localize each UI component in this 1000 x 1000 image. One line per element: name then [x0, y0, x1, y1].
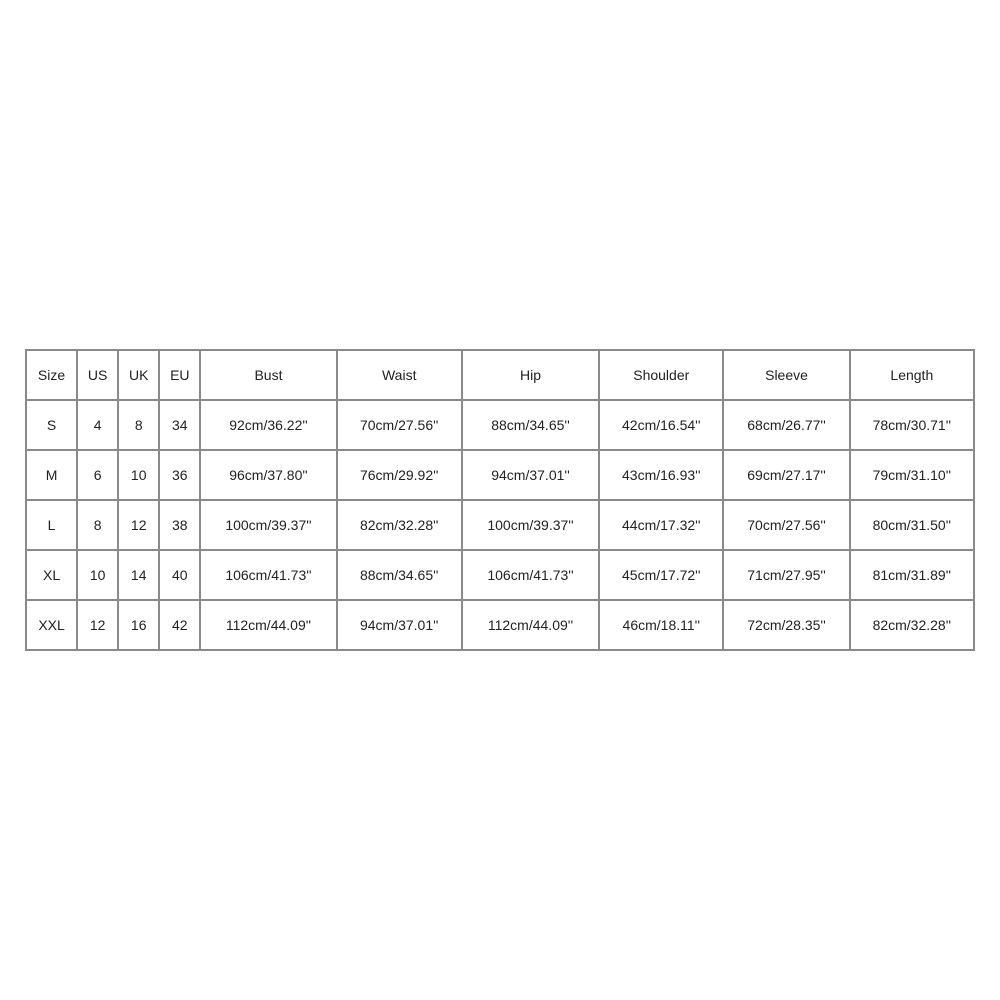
cell-length: 80cm/31.50'': [851, 501, 975, 551]
table-row: [27, 501, 975, 551]
cell-us: 10: [78, 551, 119, 601]
header-sleeve: Sleeve: [724, 351, 850, 401]
cell-length: 78cm/30.71'': [851, 401, 975, 451]
cell-shoulder: 43cm/16.93'': [600, 451, 724, 501]
cell-eu: 36: [160, 451, 201, 501]
cell-uk: 16: [119, 601, 160, 651]
cell-length: 81cm/31.89'': [851, 551, 975, 601]
cell-hip: 100cm/39.37'': [463, 501, 600, 551]
cell-sleeve: 69cm/27.17'': [724, 451, 850, 501]
header-bust: Bust: [201, 351, 337, 401]
cell-size: XL: [27, 551, 78, 601]
header-eu: EU: [160, 351, 201, 401]
cell-waist: 88cm/34.65'': [338, 551, 463, 601]
cell-shoulder: 44cm/17.32'': [600, 501, 724, 551]
cell-waist: 76cm/29.92'': [338, 451, 463, 501]
header-shoulder: Shoulder: [600, 351, 724, 401]
cell-length: 82cm/32.28'': [851, 601, 975, 651]
header-uk: UK: [119, 351, 160, 401]
cell-shoulder: 46cm/18.11'': [600, 601, 724, 651]
table-header-row: [27, 351, 975, 401]
cell-hip: 106cm/41.73'': [463, 551, 600, 601]
table-row: [27, 451, 975, 501]
cell-sleeve: 71cm/27.95'': [724, 551, 850, 601]
cell-shoulder: 42cm/16.54'': [600, 401, 724, 451]
cell-bust: 96cm/37.80'': [201, 451, 337, 501]
cell-bust: 112cm/44.09'': [201, 601, 337, 651]
cell-sleeve: 70cm/27.56'': [724, 501, 850, 551]
cell-size: M: [27, 451, 78, 501]
cell-hip: 94cm/37.01'': [463, 451, 600, 501]
cell-bust: 100cm/39.37'': [201, 501, 337, 551]
cell-eu: 38: [160, 501, 201, 551]
header-length: Length: [851, 351, 975, 401]
cell-uk: 8: [119, 401, 160, 451]
header-us: US: [78, 351, 119, 401]
cell-size: XXL: [27, 601, 78, 651]
cell-waist: 70cm/27.56'': [338, 401, 463, 451]
cell-eu: 40: [160, 551, 201, 601]
cell-sleeve: 72cm/28.35'': [724, 601, 850, 651]
cell-hip: 88cm/34.65'': [463, 401, 600, 451]
cell-bust: 92cm/36.22'': [201, 401, 337, 451]
cell-size: S: [27, 401, 78, 451]
header-size: Size: [27, 351, 78, 401]
size-chart-table: [25, 349, 975, 651]
cell-eu: 42: [160, 601, 201, 651]
cell-us: 4: [78, 401, 119, 451]
header-waist: Waist: [338, 351, 463, 401]
cell-eu: 34: [160, 401, 201, 451]
cell-shoulder: 45cm/17.72'': [600, 551, 724, 601]
cell-us: 12: [78, 601, 119, 651]
cell-waist: 94cm/37.01'': [338, 601, 463, 651]
cell-us: 6: [78, 451, 119, 501]
cell-sleeve: 68cm/26.77'': [724, 401, 850, 451]
cell-waist: 82cm/32.28'': [338, 501, 463, 551]
table-row: [27, 601, 975, 651]
cell-bust: 106cm/41.73'': [201, 551, 337, 601]
cell-uk: 10: [119, 451, 160, 501]
cell-hip: 112cm/44.09'': [463, 601, 600, 651]
table-row: [27, 401, 975, 451]
table-row: [27, 551, 975, 601]
header-hip: Hip: [463, 351, 600, 401]
cell-uk: 12: [119, 501, 160, 551]
cell-size: L: [27, 501, 78, 551]
cell-length: 79cm/31.10'': [851, 451, 975, 501]
cell-us: 8: [78, 501, 119, 551]
cell-uk: 14: [119, 551, 160, 601]
